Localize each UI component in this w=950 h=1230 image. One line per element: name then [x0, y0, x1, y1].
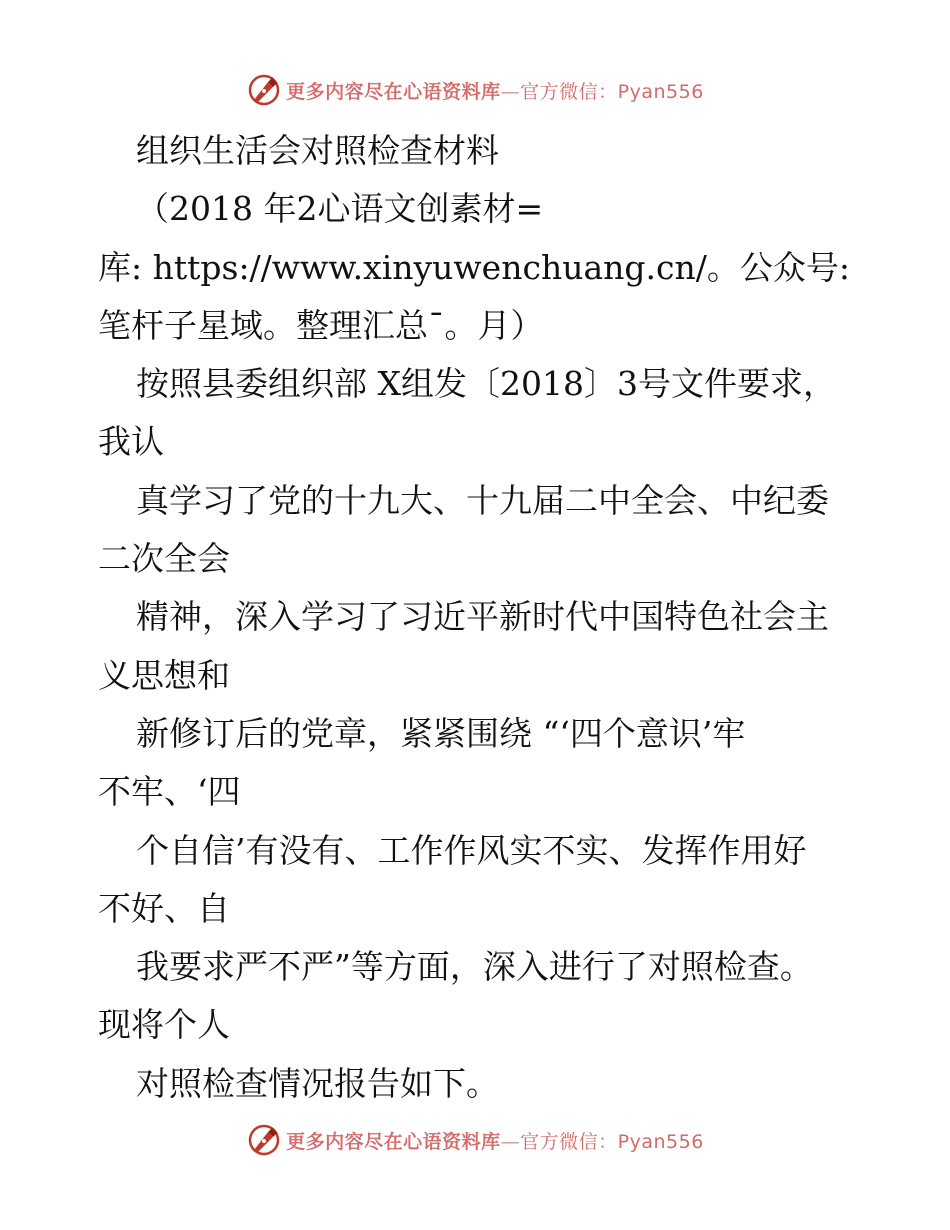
watermark-contact: 官方微信：Pyan556 — [520, 80, 704, 103]
text-line: 个自信’有没有、工作作风实不实、发挥作用好 — [136, 830, 807, 870]
watermark-text — [286, 77, 704, 104]
text-line: （2018 年2心语文创素材= — [136, 189, 544, 229]
text-line: 不牢、‘四 — [98, 772, 241, 812]
watermark-contact: 官方微信：Pyan556 — [520, 1130, 704, 1153]
watermark-text — [286, 1127, 704, 1154]
footer-watermark — [0, 1118, 950, 1162]
text-line: 真学习了党的十九大、十九届二中全会、中纪委 — [136, 480, 829, 520]
text-line: 不好、自 — [98, 888, 230, 928]
pen-nib-circle-icon — [246, 72, 282, 108]
text-line: 我认 — [98, 422, 164, 462]
watermark-separator: — — [500, 1130, 521, 1153]
text-line: 按照县委组织部 X组发〔2018〕3号文件要求， — [136, 364, 836, 404]
text-line: 我要求严不严”等方面，深入进行了对照检查。 — [136, 947, 813, 987]
pen-nib-circle-icon — [246, 1122, 282, 1158]
text-line: 笔杆子星域。整理汇总¯。月） — [98, 305, 544, 345]
document-title: 组织生活会对照检查材料 — [136, 131, 499, 170]
text-line: 现将个人 — [98, 1005, 230, 1045]
text-line: 义思想和 — [98, 655, 230, 695]
text-line: 二次全会 — [98, 539, 230, 579]
text-line: 精神，深入学习了习近平新时代中国特色社会主 — [136, 597, 829, 637]
header-watermark — [0, 68, 950, 112]
watermark-main-text: 更多内容尽在心语资料库 — [286, 1130, 501, 1153]
text-line: 对照检查情况报告如下。 — [136, 1063, 499, 1103]
text-line: 库: https://www.xinyuwenchuang.cn/。公众号: — [98, 247, 850, 287]
text-line: 新修订后的党章，紧紧围绕 “‘四个意识’牢 — [136, 713, 746, 753]
watermark-separator: — — [500, 80, 521, 103]
watermark-main-text: 更多内容尽在心语资料库 — [286, 80, 501, 103]
document-body — [98, 122, 868, 1113]
